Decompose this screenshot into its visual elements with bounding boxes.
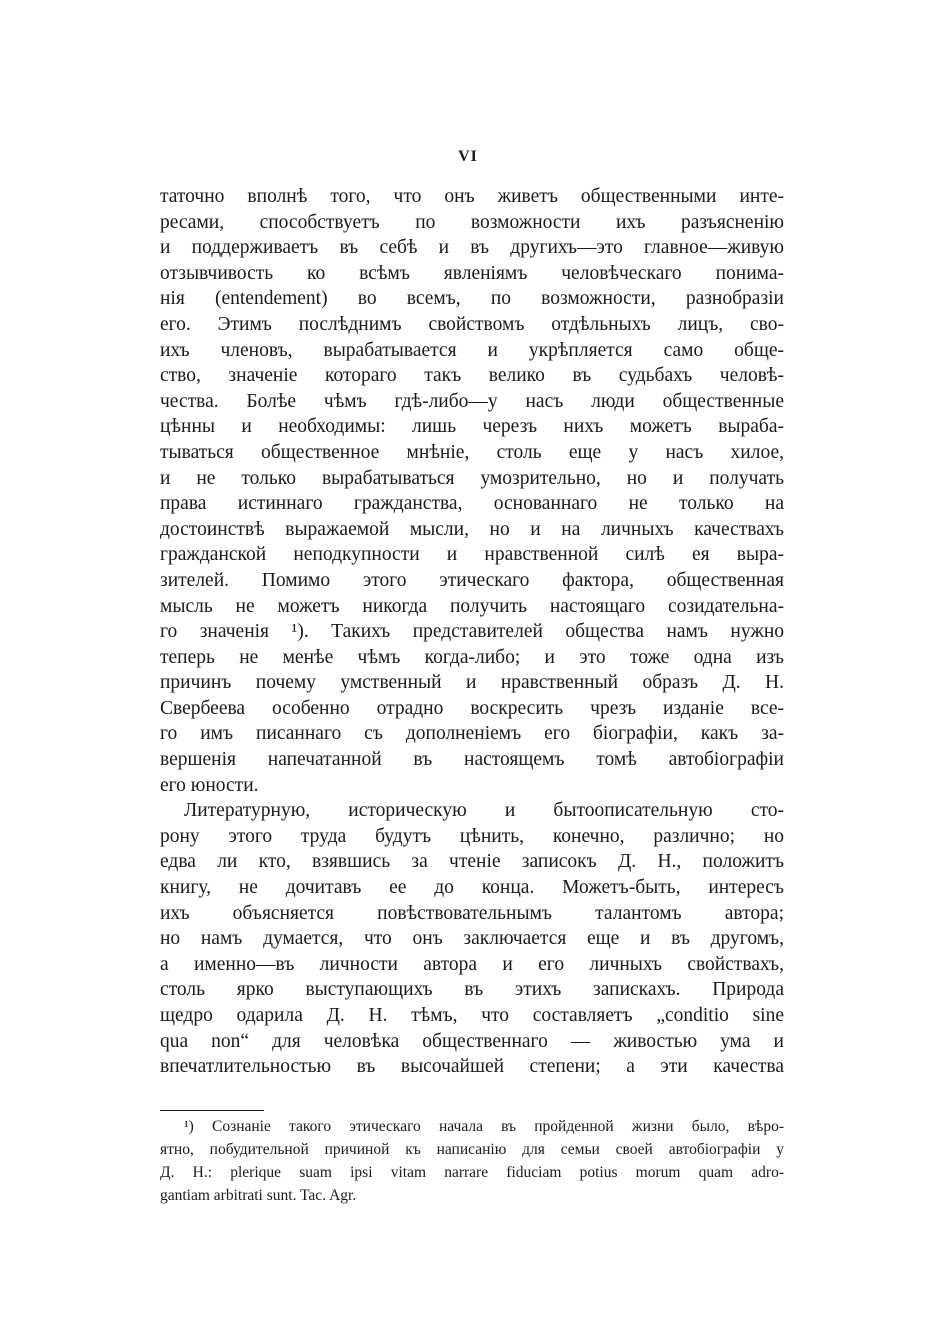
footnote-divider [160, 1110, 264, 1111]
text-line: нія (entendement) во всемъ, по возможности, разнобразіи [160, 288, 784, 310]
text-line: а именно—въ личности автора и его личныхъ свойствахъ, [160, 953, 784, 975]
text-line: го имъ писаннаго съ дополненіемъ его біографіи, какъ за- [160, 723, 784, 745]
text-line: его. Этимъ послѣднимъ свойствомъ отдѣльныхъ лицъ, сво- [160, 313, 784, 335]
text-line: рону этого труда будутъ цѣнить, конечно, различно; но [160, 825, 784, 847]
text-line: цѣнны и необходимы: лишь черезъ нихъ можетъ выраба- [160, 416, 784, 438]
body-text [160, 184, 784, 1080]
text-line: книгу, не дочитавъ ее до конца. Можетъ-быть, интересъ [160, 877, 784, 899]
text-line: впечатлительностью въ высочайшей степени; а эти качества [160, 1056, 784, 1078]
text-line: Литературную, историческую и бытоописательную сто- [184, 800, 784, 822]
text-line: ихъ членовъ, вырабатывается и укрѣпляется само обще- [160, 339, 784, 361]
text-line: qua non“ для человѣка общественнаго — живостью ума и [160, 1030, 784, 1052]
text-line: зителей. Помимо этого этическаго фактора, общественная [160, 569, 784, 591]
footnote-line: ятно, побудительной причиной къ написанію для семьи своей автобіографіи у [160, 1141, 784, 1158]
text-line: таточно вполнѣ того, что онъ живетъ общественными инте- [160, 186, 784, 207]
text-line: тываться общественное мнѣніе, столь еще у насъ хилое, [160, 441, 784, 463]
text-line: чества. Болѣе чѣмъ гдѣ-либо—у насъ люди общественные [160, 390, 784, 412]
text-line: и не только вырабатываться умозрительно, но и получать [160, 467, 784, 489]
footnote-line: gantiam arbitrati sunt. Tac. Agr. [160, 1187, 357, 1204]
footnote-line: ¹) Сознаніе такого этическаго начала въ пройденной жизни было, вѣро- [184, 1118, 784, 1135]
text-line: и поддерживаетъ въ себѣ и въ другихъ—это главное—живую [160, 237, 784, 259]
text-line: гражданской неподкупности и нравственной силѣ ея выра- [160, 544, 784, 566]
text-line: ство, значеніе котораго такъ велико въ судьбахъ человѣ- [160, 365, 784, 387]
text-line: причинъ почему умственный и нравственный образъ Д. Н. [160, 672, 784, 694]
text-line: щедро одарила Д. Н. тѣмъ, что составляетъ „conditio sine [160, 1005, 784, 1026]
text-line: его юности. [160, 774, 259, 796]
text-line: но намъ думается, что онъ заключается еще и въ другомъ, [160, 928, 784, 950]
text-line: го значенія ¹). Такихъ представителей общества намъ нужно [160, 621, 784, 643]
footnote [160, 1115, 784, 1207]
text-line: отзывчивость ко всѣмъ явленіямъ человѣческаго понима- [160, 262, 784, 284]
text-line: ресами, способствуетъ по возможности ихъ разъясненію [160, 211, 784, 233]
page-number: VI [458, 148, 478, 165]
footnote-line: Д. Н.: plerique suam ipsi vitam narrare fiduciam potius morum quam adro- [160, 1164, 784, 1181]
text-line: достоинствѣ выражаемой мысли, но и на личныхъ качествахъ [160, 518, 784, 540]
text-line: ихъ объясняется повѣствовательнымъ талантомъ автора; [160, 902, 784, 924]
text-line: столь ярко выступающихъ въ этихъ запискахъ. Природа [160, 979, 784, 1001]
text-line: мысль не можетъ никогда получить настоящаго созидательна- [160, 595, 784, 617]
text-line: вершенія напечатанной въ настоящемъ томѣ автобіографіи [160, 749, 784, 771]
text-line: права истиннаго гражданства, основаннаго не только на [160, 493, 784, 515]
text-line: Свербеева особенно отрадно воскресить чрезъ изданіе все- [160, 697, 784, 719]
text-line: теперь не менѣе чѣмъ когда-либо; и это тоже одна изъ [160, 646, 784, 668]
text-line: едва ли кто, взявшись за чтеніе записокъ Д. Н., положитъ [160, 851, 784, 873]
